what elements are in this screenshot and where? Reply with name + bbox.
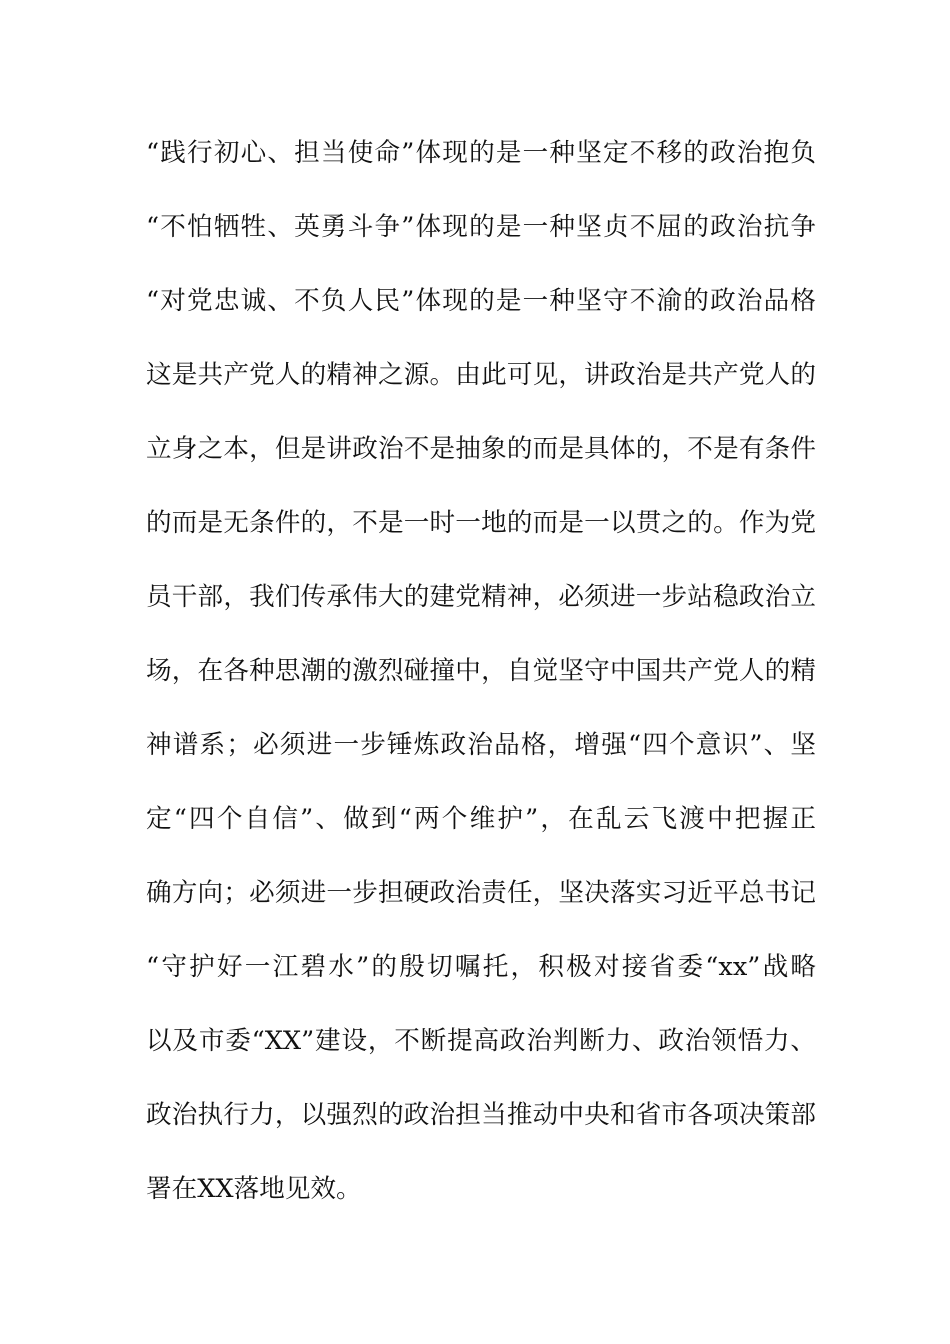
- text-line: 神谱系；必须进一步锤炼政治品格，增强“四个意识”、坚: [146, 730, 816, 760]
- text-line: 场，在各种思潮的激烈碰撞中，自觉坚守中国共产党人的精: [146, 656, 816, 686]
- text-line: 立身之本，但是讲政治不是抽象的而是具体的，不是有条件: [146, 434, 816, 464]
- text-line: “守护好一江碧水”的殷切嘱托，积极对接省委“xx”战略: [146, 952, 816, 982]
- body-text: [146, 128, 816, 1238]
- text-line: 政治执行力，以强烈的政治担当推动中央和省市各项决策部: [146, 1100, 816, 1130]
- text-line: 的而是无条件的，不是一时一地的而是一以贯之的。作为党: [146, 508, 816, 538]
- text-line: 员干部，我们传承伟大的建党精神，必须进一步站稳政治立: [146, 582, 816, 612]
- text-line: “践行初心、担当使命”体现的是一种坚定不移的政治抱负: [146, 138, 816, 168]
- text-line: 定“四个自信”、做到“两个维护”，在乱云飞渡中把握正: [146, 804, 816, 834]
- text-line: 确方向；必须进一步担硬政治责任，坚决落实习近平总书记: [146, 878, 816, 908]
- text-line: “对党忠诚、不负人民”体现的是一种坚守不渝的政治品格: [146, 286, 816, 316]
- text-line: “不怕牺牲、英勇斗争”体现的是一种坚贞不屈的政治抗争: [146, 212, 816, 242]
- text-line: 以及市委“XX”建设，不断提高政治判断力、政治领悟力、: [146, 1026, 816, 1056]
- text-line: 署在XX落地见效。: [146, 1174, 362, 1204]
- text-line: 这是共产党人的精神之源。由此可见，讲政治是共产党人的: [146, 360, 816, 390]
